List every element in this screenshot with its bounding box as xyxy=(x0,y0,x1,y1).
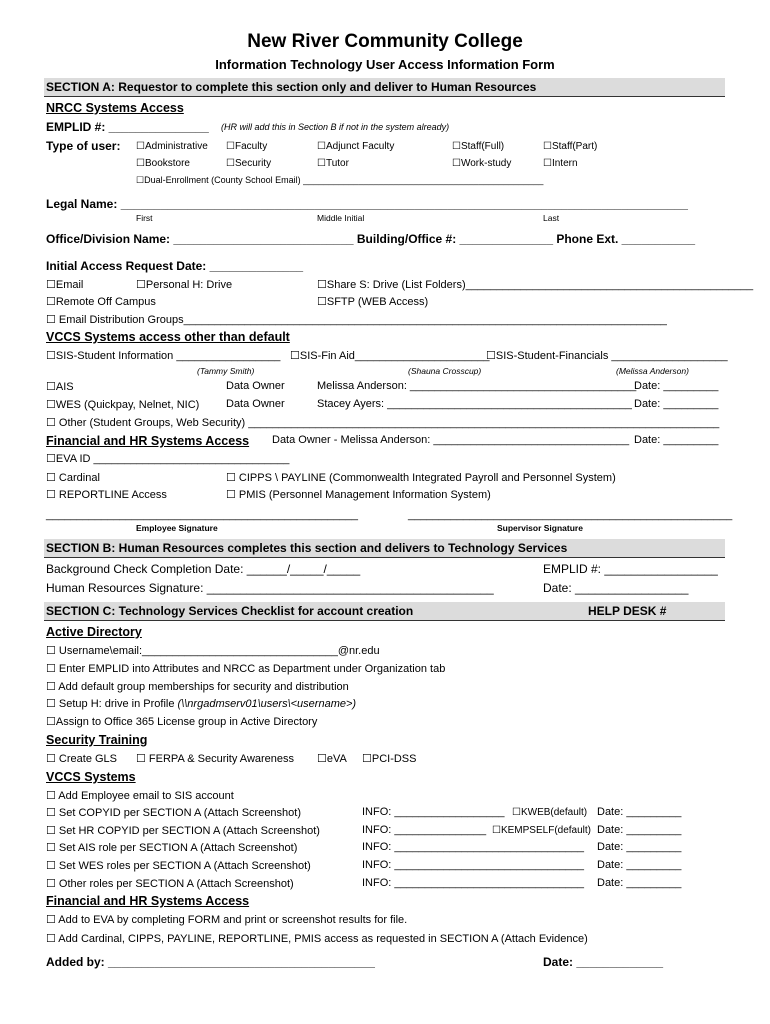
security-training-heading: Security Training xyxy=(46,733,148,747)
help-desk-label: HELP DESK # xyxy=(588,604,667,618)
access-distribution-checkbox[interactable]: ☐ Email Distribution Groups_______________________________________________________________________________ xyxy=(46,314,667,326)
type-adjunct-checkbox[interactable]: ☐Adjunct Faculty xyxy=(317,141,395,152)
kempself-checkbox[interactable]: ☐KEMPSELF(default) xyxy=(492,825,591,836)
ferpa-checkbox[interactable]: ☐ FERPA & Security Awareness xyxy=(136,753,295,765)
ais-data-owner-label: Data Owner xyxy=(226,380,285,392)
access-personal-h-checkbox[interactable]: ☐Personal H: Drive xyxy=(136,279,233,291)
owner-shauna: (Shauna Crosscup) xyxy=(408,366,482,376)
fin-hr-heading: Financial and HR Systems Access xyxy=(46,434,250,448)
wes-checkbox[interactable]: ☐WES (Quickpay, Nelnet, NIC) xyxy=(46,399,200,411)
type-staff-full-checkbox[interactable]: ☐Staff(Full) xyxy=(452,141,505,152)
pmis-checkbox[interactable]: ☐ PMIS (Personnel Management Information System) xyxy=(226,489,491,501)
wes-owner-signature[interactable]: Stacey Ayers: ________________________________________ xyxy=(317,398,632,410)
initial-access-date-field[interactable]: Initial Access Request Date: ______________ xyxy=(46,259,304,273)
section-c-rule xyxy=(44,620,725,621)
legal-name-last-label: Last xyxy=(543,213,560,223)
ad-h-drive-path: (\\nrgadmserv01\users\<username>) xyxy=(177,698,357,710)
kweb-checkbox[interactable]: ☐KWEB(default) xyxy=(512,807,588,818)
cardinal-checkbox[interactable]: ☐ Cardinal xyxy=(46,472,100,484)
ad-username-checkbox[interactable]: ☐ Username\email:________________________________@nr.edu xyxy=(46,645,380,657)
reportline-checkbox[interactable]: ☐ REPORTLINE Access xyxy=(46,489,167,501)
vccs-email-checkbox[interactable]: ☐ Add Employee email to SIS account xyxy=(46,790,234,802)
ad-h-drive-label: ☐ Setup H: drive in Profile xyxy=(46,698,178,710)
fin-hr-owner-signature[interactable]: Data Owner - Melissa Anderson: ________________________________ xyxy=(272,434,630,446)
vccs-hr-copyid-info[interactable]: INFO: _______________ xyxy=(362,824,487,836)
vccs-ais-role-checkbox[interactable]: ☐ Set AIS role per SECTION A (Attach Screenshot) xyxy=(46,842,298,854)
vccs-wes-roles-date[interactable]: Date: _________ xyxy=(597,859,682,871)
type-dual-enrollment-checkbox[interactable]: ☐Dual-Enrollment (County School Email) ________________________________________________ xyxy=(136,175,544,185)
cardinal-access-checkbox[interactable]: ☐ Add Cardinal, CIPPS, PAYLINE, REPORTLINE, PMIS access as requested in SECTION A (Attach Evidence) xyxy=(46,933,588,945)
section-b-emplid-field[interactable]: EMPLID #: _________________ xyxy=(543,562,718,576)
vccs-systems-heading: VCCS Systems xyxy=(46,770,136,784)
employee-signature-line[interactable]: ___________________________________________________ xyxy=(46,509,359,521)
eva-id-checkbox[interactable]: ☐EVA ID ________________________________ xyxy=(46,453,290,465)
supervisor-signature-label: Supervisor Signature xyxy=(497,523,583,533)
pci-dss-checkbox[interactable]: ☐PCI-DSS xyxy=(362,753,417,765)
section-c-title: SECTION C: Technology Services Checklist for account creation xyxy=(46,604,414,618)
vccs-other-roles-checkbox[interactable]: ☐ Other roles per SECTION A (Attach Screenshot) xyxy=(46,878,294,890)
ad-emplid-checkbox[interactable]: ☐ Enter EMPLID into Attributes and NRCC as Department under Organization tab xyxy=(46,663,446,675)
type-faculty-checkbox[interactable]: ☐Faculty xyxy=(226,141,268,152)
cipps-checkbox[interactable]: ☐ CIPPS \ PAYLINE (Commonwealth Integrated Payroll and Personnel System) xyxy=(226,472,616,484)
owner-tammy: (Tammy Smith) xyxy=(197,366,255,376)
section-b-rule xyxy=(44,557,725,558)
emplid-note: (HR will add this in Section B if not in the system already) xyxy=(221,122,450,132)
fin-hr-date[interactable]: Date: _________ xyxy=(634,434,719,446)
type-staff-part-checkbox[interactable]: ☐Staff(Part) xyxy=(543,141,598,152)
added-date-field[interactable]: Date: _____________ xyxy=(543,955,664,969)
create-gls-checkbox[interactable]: ☐ Create GLS xyxy=(46,753,118,765)
hr-signature-field[interactable]: Human Resources Signature: ___________________________________________ xyxy=(46,581,494,595)
ais-checkbox[interactable]: ☐AIS xyxy=(46,381,74,393)
sis-student-financials-checkbox[interactable]: ☐SIS-Student-Financials ___________________ xyxy=(486,350,728,362)
ad-h-drive-checkbox[interactable] xyxy=(46,697,356,710)
ais-owner-signature[interactable]: Melissa Anderson: _____________________________________ xyxy=(317,380,637,392)
vccs-other-roles-info[interactable]: INFO: _______________________________ xyxy=(362,877,585,889)
vccs-copyid-info[interactable]: INFO: __________________ xyxy=(362,806,505,818)
wes-data-owner-label: Data Owner xyxy=(226,398,285,410)
employee-signature-label: Employee Signature xyxy=(136,523,218,533)
type-administrative-checkbox[interactable]: ☐Administrative xyxy=(136,141,208,152)
access-share-s-checkbox[interactable]: ☐Share S: Drive (List Folders)_______________________________________________ xyxy=(317,279,754,291)
sis-student-info-checkbox[interactable]: ☐SIS-Student Information _________________ xyxy=(46,350,281,362)
ais-date[interactable]: Date: _________ xyxy=(634,380,719,392)
section-b-title: SECTION B: Human Resources completes this section and delivers to Technology Services xyxy=(46,541,568,555)
vccs-wes-roles-info[interactable]: INFO: _______________________________ xyxy=(362,859,585,871)
background-check-field[interactable]: Background Check Completion Date: ______/_____/_____ xyxy=(46,562,361,576)
type-work-study-checkbox[interactable]: ☐Work-study xyxy=(452,158,512,169)
vccs-access-heading: VCCS Systems access other than default xyxy=(46,330,290,344)
access-email-checkbox[interactable]: ☐Email xyxy=(46,279,84,291)
ad-groups-checkbox[interactable]: ☐ Add default group memberships for security and distribution xyxy=(46,681,349,693)
access-remote-checkbox[interactable]: ☐Remote Off Campus xyxy=(46,296,156,308)
type-security-checkbox[interactable]: ☐Security xyxy=(226,158,272,169)
eva-checkbox[interactable]: ☐eVA xyxy=(317,753,347,765)
supervisor-signature-line[interactable]: _____________________________________________________ xyxy=(408,509,733,521)
college-title: New River Community College xyxy=(247,31,523,52)
ad-o365-checkbox[interactable]: ☐Assign to Office 365 License group in Active Directory xyxy=(46,716,318,728)
type-intern-checkbox[interactable]: ☐Intern xyxy=(543,158,578,169)
eva-form-checkbox[interactable]: ☐ Add to EVA by completing FORM and print or screenshot results for file. xyxy=(46,914,408,926)
type-tutor-checkbox[interactable]: ☐Tutor xyxy=(317,158,349,169)
sis-fin-aid-checkbox[interactable]: ☐SIS-Fin Aid______________________ xyxy=(290,350,490,362)
access-sftp-checkbox[interactable]: ☐SFTP (WEB Access) xyxy=(317,296,429,308)
kempself-date[interactable]: Date: _________ xyxy=(597,824,682,836)
emplid-field[interactable]: EMPLID #: _______________ xyxy=(46,120,209,134)
section-b-date-field[interactable]: Date: _________________ xyxy=(543,581,689,595)
section-a-rule xyxy=(44,96,725,97)
other-systems-checkbox[interactable]: ☐ Other (Student Groups, Web Security) _____________________________________________________________________________ xyxy=(46,417,720,429)
added-by-field[interactable]: Added by: ________________________________________ xyxy=(46,955,375,969)
vccs-hr-copyid-checkbox[interactable]: ☐ Set HR COPYID per SECTION A (Attach Screenshot) xyxy=(46,825,320,837)
legal-name-field[interactable]: Legal Name: _____________________________________________________________________________________ xyxy=(46,197,688,211)
vccs-ais-role-info[interactable]: INFO: _______________________________ xyxy=(362,841,585,853)
active-directory-heading: Active Directory xyxy=(46,625,142,639)
type-of-user-label: Type of user: xyxy=(46,139,121,153)
form-title: Information Technology User Access Information Form xyxy=(215,57,555,72)
vccs-wes-roles-checkbox[interactable]: ☐ Set WES roles per SECTION A (Attach Screenshot) xyxy=(46,860,311,872)
section-c-fin-hr-heading: Financial and HR Systems Access xyxy=(46,894,250,908)
office-division-line[interactable]: Office/Division Name: ___________________________ Building/Office #: ______________ Phone Ext. ___________ xyxy=(46,232,696,246)
vccs-copyid-checkbox[interactable]: ☐ Set COPYID per SECTION A (Attach Screenshot) xyxy=(46,807,302,819)
nrcc-systems-heading: NRCC Systems Access xyxy=(46,101,184,115)
owner-melissa: (Melissa Anderson) xyxy=(616,366,689,376)
section-a-title: SECTION A: Requestor to complete this section only and deliver to Human Resources xyxy=(46,80,537,94)
kweb-date[interactable]: Date: _________ xyxy=(597,806,682,818)
type-bookstore-checkbox[interactable]: ☐Bookstore xyxy=(136,158,190,169)
legal-name-middle-label: Middle Initial xyxy=(317,213,365,223)
vccs-other-roles-date[interactable]: Date: _________ xyxy=(597,877,682,889)
vccs-ais-role-date[interactable]: Date: _________ xyxy=(597,841,682,853)
wes-date[interactable]: Date: _________ xyxy=(634,398,719,410)
legal-name-first-label: First xyxy=(136,213,153,223)
